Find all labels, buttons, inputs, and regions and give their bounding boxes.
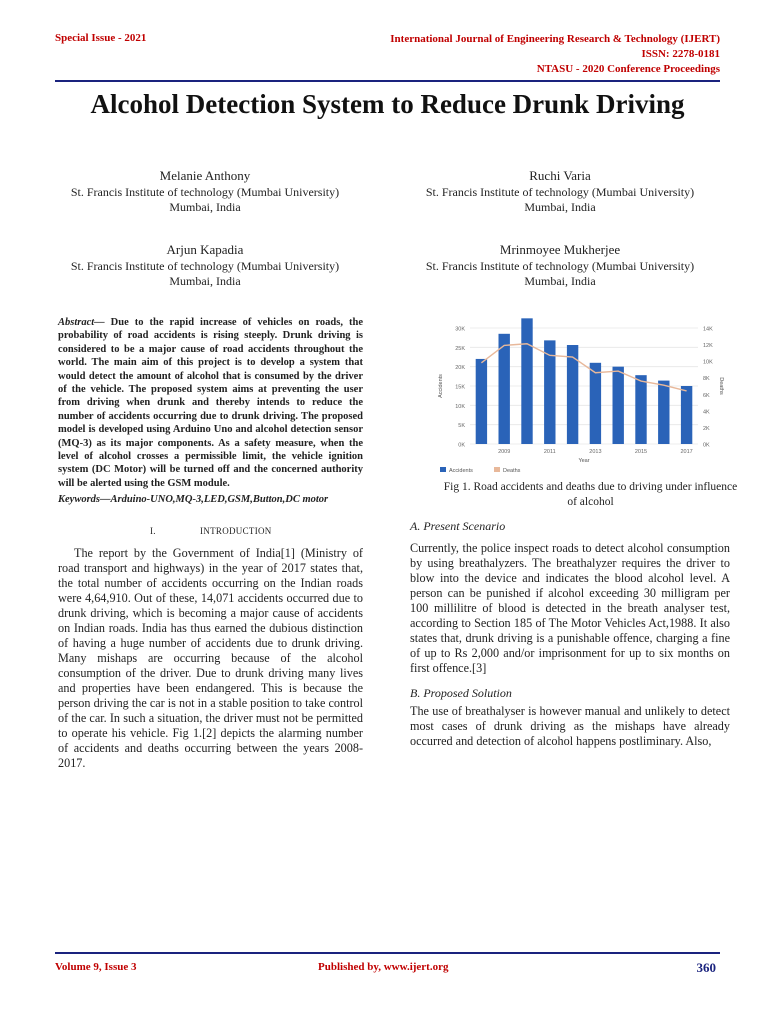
proposed-paragraph: [410, 704, 730, 749]
author-affiliation: St. Francis Institute of technology (Mumbai University): [70, 259, 340, 273]
y2-tick-label: 14K: [703, 326, 713, 333]
y2-tick-label: 4K: [703, 409, 710, 416]
line-deaths: [481, 344, 686, 391]
abstract-label: Abstract—: [58, 317, 105, 328]
chart-bars: [476, 318, 693, 444]
y-tick-label: 0K: [458, 442, 465, 449]
author-location: Mumbai, India: [524, 274, 596, 288]
x-tick-label: 2013: [589, 449, 602, 455]
author-name: Arjun Kapadia: [166, 242, 244, 257]
bar-accidents: [476, 359, 487, 444]
chart-line: [481, 344, 686, 391]
bar-accidents: [521, 318, 532, 444]
y2-tick-label: 10K: [703, 359, 713, 366]
bar-accidents: [499, 334, 510, 444]
section-number: I.: [150, 526, 156, 536]
paper-title: Alcohol Detection System to Reduce Drunk Driving: [90, 89, 685, 119]
issn: ISSN: 2278-0181: [641, 48, 720, 60]
y2-tick-label: 2K: [703, 425, 710, 432]
intro-text: The report by the Government of India[1] (Ministry of road transport and highways) in the year of 2017 states that, the total number of accidents occurring on the Indian roads were 4,64,910. Out of these, 14,071 accidents occurred due to drunk driving, which is becoming a major cause of accidents on Indian roads. India has thus earned the dubious distinction of having a huge number of accidents due to drunk driving. Many mishaps are occurring because of the alcohol consumption of the driver. Due to drunk driving many lives and properties have been endangered. This is because the person driving the car is not in a stable position to take control of the car. In such a situation, the driver must not be permitted to operate his vehicle. Fig 1.[2] depicts the alarming number of accidents and deaths occurring between the years 2008-2017.: [58, 546, 363, 770]
bar-accidents: [658, 381, 669, 444]
x-tick-label: 2011: [543, 449, 556, 455]
chart-legend: [440, 467, 521, 474]
y-tick-label: 5K: [458, 423, 465, 430]
journal-name: International Journal of Engineering Research & Technology (IJERT): [390, 33, 720, 45]
y-tick-label: 25K: [455, 345, 465, 352]
bar-accidents: [681, 386, 692, 444]
x-tick-label: 2015: [634, 449, 648, 455]
subsection-heading-present: A. Present Scenario: [410, 519, 506, 533]
author-affiliation: St. Francis Institute of technology (Mumbai University): [425, 185, 695, 199]
y-tick-label: 30K: [455, 326, 465, 333]
journal-header: [390, 32, 720, 77]
header-rule: [55, 80, 720, 82]
author-location: Mumbai, India: [169, 200, 241, 214]
figure-caption: Fig 1. Road accidents and deaths due to driving under influence of alcohol: [443, 481, 738, 508]
y2-tick-label: 8K: [703, 376, 710, 383]
author-name: Mrinmoyee Mukherjee: [499, 242, 621, 257]
y2-tick-label: 12K: [703, 343, 713, 350]
abstract-text: Due to the rapid increase of vehicles on roads, the probability of road accidents is rising steeply. Drunk driving is considered to be a major cause of road accidents throughout the world. The main aim of this project is to develop a system that would detect the amount of alcohol that is consumed by the driver of the vehicle. The proposed system aims at preventing the user from driving when drunk and thereby intends to reduce the number of accidents occurring due to drunk driving. The proposed model is developed using Arduino Uno and alcohol detection sensor (MQ-3) as its major components. As a safety measure, when the level of alcohol crosses a permissible limit, the vehicle ignition system (DC Motor) will be turned off and the concerned authority will be alerted using the GSM module.: [58, 317, 363, 489]
author-block: [400, 168, 720, 215]
author-block: [400, 242, 720, 289]
author-name: Melanie Anthony: [159, 168, 251, 183]
issue-label: Special Issue - 2021: [55, 32, 147, 44]
legend-label: Accidents: [449, 468, 473, 474]
author-name: Ruchi Varia: [529, 168, 591, 183]
keywords: Keywords—Arduino-UNO,MQ-3,LED,GSM,Button,DC motor: [58, 494, 329, 505]
x-tick-label: 2017: [680, 449, 693, 455]
y2-tick-label: 6K: [703, 392, 710, 399]
present-text: Currently, the police inspect roads to detect alcohol consumption by using breathalyzers. The breathalyzer requires the driver to blow into the device and indicates the blood alcohol level. A person can be punished if alcohol exceeding 30 milligram per 100 millilitre of blood is detected in the breath analyser test, according to Section 185 of The Motor Vehicles Act,1988. It also states that, drunk driving is a punishable offence, charging a fine of up to Rs 2,000 and/or imprisonment for up to six months on first offence.[3]: [410, 541, 730, 675]
x-axis-label: Year: [578, 458, 590, 464]
footer-rule: [55, 952, 720, 954]
legend-swatch: [440, 467, 446, 472]
legend-swatch: [494, 467, 500, 472]
author-affiliation: St. Francis Institute of technology (Mumbai University): [425, 259, 695, 273]
page-number: 360: [696, 960, 716, 975]
author-block: [45, 168, 365, 215]
y-tick-label: 20K: [455, 365, 465, 372]
author-block: [45, 242, 365, 289]
present-paragraph: [410, 541, 730, 676]
y-tick-label: 15K: [455, 384, 465, 391]
bar-accidents: [635, 375, 646, 444]
footer-publisher: Published by, www.ijert.org: [318, 961, 449, 973]
author-affiliation: St. Francis Institute of technology (Mumbai University): [70, 185, 340, 199]
bar-accidents: [613, 367, 624, 444]
proposed-text: The use of breathalyser is however manual and unlikely to detect most cases of drunk driving as the mishaps have already occurred and detection of alcohol happens postliminary. Also,: [410, 704, 730, 748]
y-tick-label: 10K: [455, 403, 465, 410]
x-tick-label: 2009: [498, 449, 511, 455]
legend-label: Deaths: [503, 468, 521, 474]
bar-accidents: [590, 363, 601, 444]
y-axis-label: Accidents: [438, 374, 444, 398]
y2-axis-label: Deaths: [718, 377, 724, 395]
subsection-heading-proposed: B. Proposed Solution: [410, 686, 512, 700]
footer-volume: Volume 9, Issue 3: [55, 961, 137, 973]
intro-paragraph: [58, 546, 363, 771]
author-location: Mumbai, India: [524, 200, 596, 214]
author-location: Mumbai, India: [169, 274, 241, 288]
abstract: [58, 316, 363, 490]
section-title: INTRODUCTION: [200, 526, 272, 536]
conference: NTASU - 2020 Conference Proceedings: [536, 63, 720, 75]
y2-tick-label: 0K: [703, 442, 710, 449]
accidents-chart: [430, 314, 730, 480]
